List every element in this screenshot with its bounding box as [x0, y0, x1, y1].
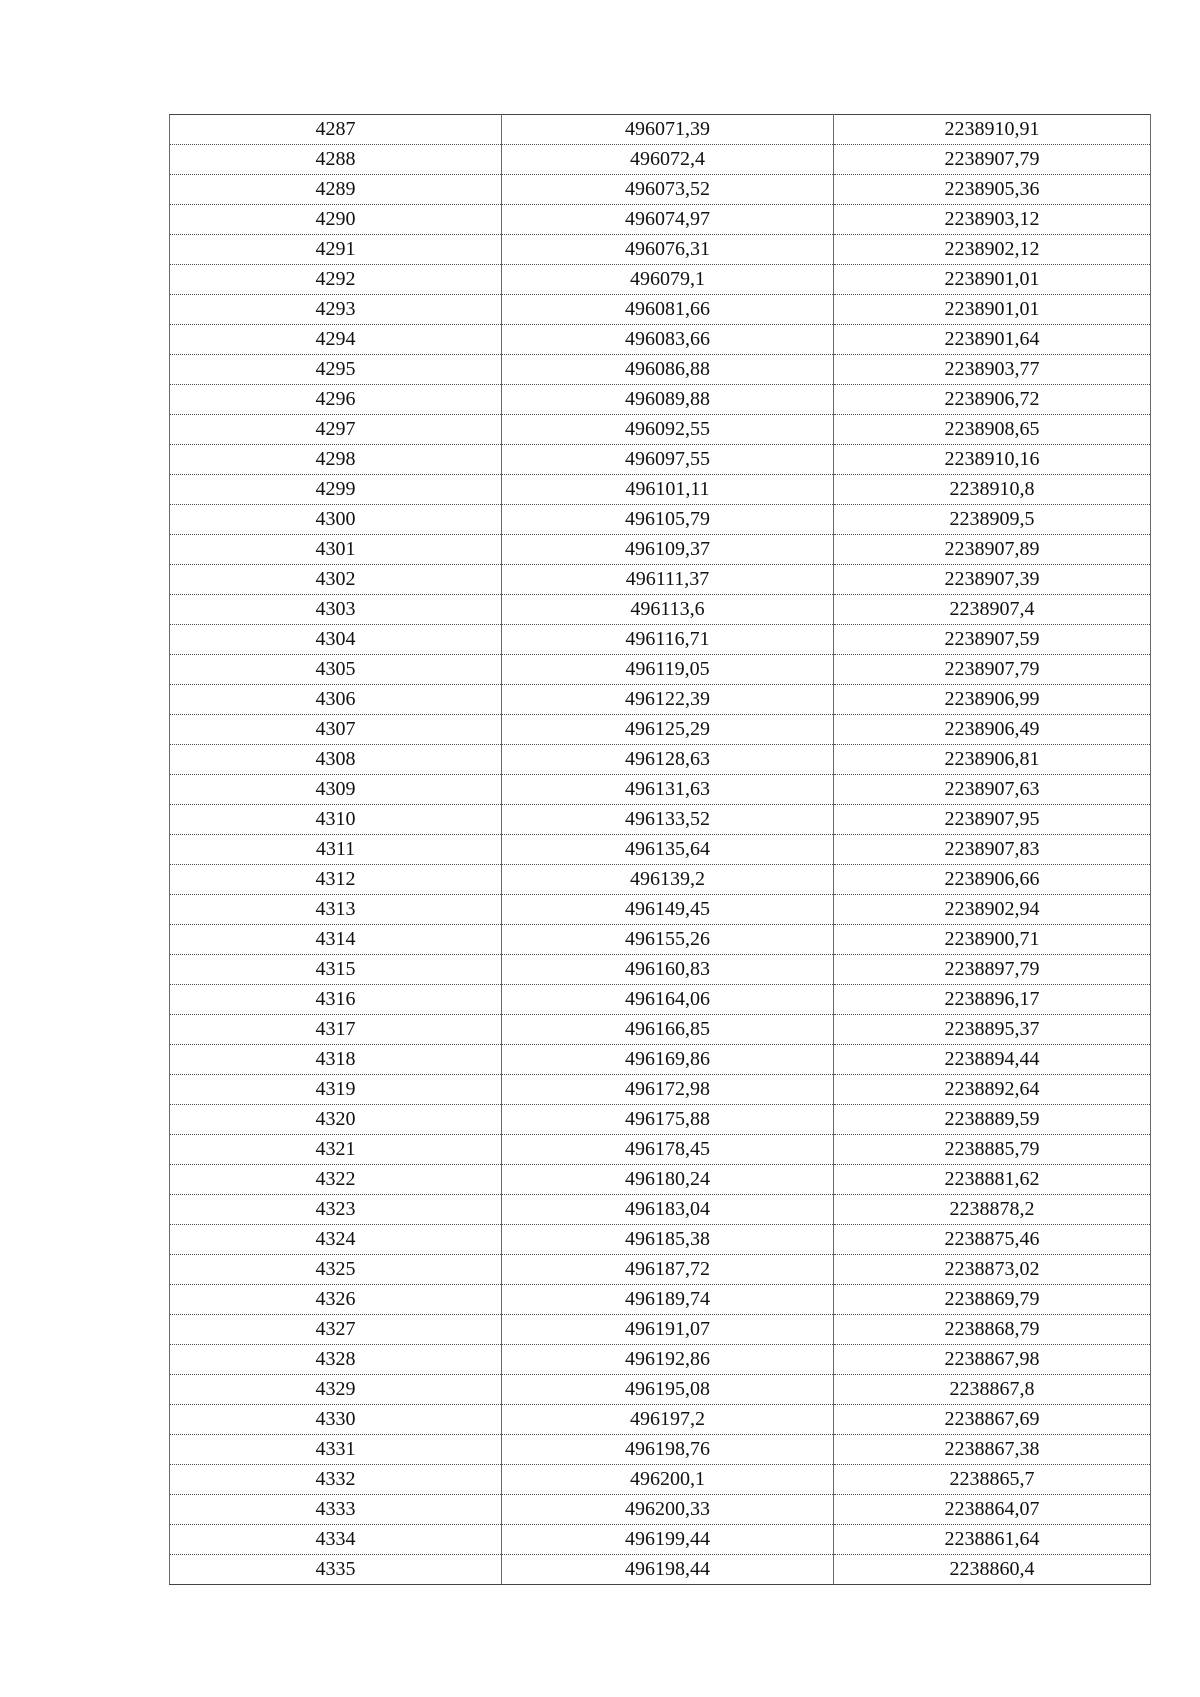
x-coordinate-cell: 496076,31 — [502, 235, 834, 265]
table-row — [170, 775, 1151, 805]
y-coordinate-cell: 2238906,66 — [834, 865, 1151, 895]
y-coordinate-cell: 2238907,79 — [834, 655, 1151, 685]
x-coordinate-cell: 496187,72 — [502, 1255, 834, 1285]
y-coordinate-cell: 2238868,79 — [834, 1315, 1151, 1345]
point-number-cell: 4335 — [170, 1555, 502, 1585]
x-coordinate-cell: 496133,52 — [502, 805, 834, 835]
x-coordinate-cell: 496189,74 — [502, 1285, 834, 1315]
y-coordinate-cell: 2238869,79 — [834, 1285, 1151, 1315]
point-number-cell: 4294 — [170, 325, 502, 355]
x-coordinate-cell: 496071,39 — [502, 115, 834, 145]
x-coordinate-cell: 496097,55 — [502, 445, 834, 475]
table-row — [170, 1315, 1151, 1345]
point-number-cell: 4314 — [170, 925, 502, 955]
y-coordinate-cell: 2238867,38 — [834, 1435, 1151, 1465]
y-coordinate-cell: 2238867,8 — [834, 1375, 1151, 1405]
point-number-cell: 4312 — [170, 865, 502, 895]
y-coordinate-cell: 2238864,07 — [834, 1495, 1151, 1525]
table-row — [170, 415, 1151, 445]
x-coordinate-cell: 496169,86 — [502, 1045, 834, 1075]
point-number-cell: 4311 — [170, 835, 502, 865]
x-coordinate-cell: 496164,06 — [502, 985, 834, 1015]
coordinates-table-body — [170, 115, 1151, 1585]
x-coordinate-cell: 496073,52 — [502, 175, 834, 205]
point-number-cell: 4313 — [170, 895, 502, 925]
x-coordinate-cell: 496191,07 — [502, 1315, 834, 1345]
point-number-cell: 4324 — [170, 1225, 502, 1255]
y-coordinate-cell: 2238896,17 — [834, 985, 1151, 1015]
x-coordinate-cell: 496149,45 — [502, 895, 834, 925]
point-number-cell: 4316 — [170, 985, 502, 1015]
table-row — [170, 985, 1151, 1015]
table-row — [170, 1375, 1151, 1405]
y-coordinate-cell: 2238910,91 — [834, 115, 1151, 145]
point-number-cell: 4319 — [170, 1075, 502, 1105]
x-coordinate-cell: 496200,1 — [502, 1465, 834, 1495]
x-coordinate-cell: 496200,33 — [502, 1495, 834, 1525]
y-coordinate-cell: 2238867,69 — [834, 1405, 1151, 1435]
point-number-cell: 4291 — [170, 235, 502, 265]
y-coordinate-cell: 2238875,46 — [834, 1225, 1151, 1255]
table-row — [170, 835, 1151, 865]
point-number-cell: 4320 — [170, 1105, 502, 1135]
y-coordinate-cell: 2238907,83 — [834, 835, 1151, 865]
x-coordinate-cell: 496111,37 — [502, 565, 834, 595]
point-number-cell: 4309 — [170, 775, 502, 805]
y-coordinate-cell: 2238906,81 — [834, 745, 1151, 775]
point-number-cell: 4307 — [170, 715, 502, 745]
x-coordinate-cell: 496119,05 — [502, 655, 834, 685]
table-row — [170, 595, 1151, 625]
y-coordinate-cell: 2238860,4 — [834, 1555, 1151, 1585]
table-row — [170, 115, 1151, 145]
point-number-cell: 4327 — [170, 1315, 502, 1345]
coordinates-table — [169, 114, 1151, 1585]
y-coordinate-cell: 2238910,16 — [834, 445, 1151, 475]
point-number-cell: 4323 — [170, 1195, 502, 1225]
point-number-cell: 4328 — [170, 1345, 502, 1375]
table-row — [170, 1105, 1151, 1135]
y-coordinate-cell: 2238867,98 — [834, 1345, 1151, 1375]
table-row — [170, 1435, 1151, 1465]
y-coordinate-cell: 2238908,65 — [834, 415, 1151, 445]
table-row — [170, 1015, 1151, 1045]
x-coordinate-cell: 496198,44 — [502, 1555, 834, 1585]
y-coordinate-cell: 2238907,79 — [834, 145, 1151, 175]
y-coordinate-cell: 2238907,89 — [834, 535, 1151, 565]
point-number-cell: 4289 — [170, 175, 502, 205]
table-row — [170, 715, 1151, 745]
x-coordinate-cell: 496072,4 — [502, 145, 834, 175]
table-row — [170, 265, 1151, 295]
x-coordinate-cell: 496155,26 — [502, 925, 834, 955]
x-coordinate-cell: 496135,64 — [502, 835, 834, 865]
y-coordinate-cell: 2238881,62 — [834, 1165, 1151, 1195]
x-coordinate-cell: 496175,88 — [502, 1105, 834, 1135]
point-number-cell: 4298 — [170, 445, 502, 475]
y-coordinate-cell: 2238907,39 — [834, 565, 1151, 595]
x-coordinate-cell: 496125,29 — [502, 715, 834, 745]
table-row — [170, 295, 1151, 325]
x-coordinate-cell: 496198,76 — [502, 1435, 834, 1465]
table-row — [170, 1135, 1151, 1165]
y-coordinate-cell: 2238907,4 — [834, 595, 1151, 625]
y-coordinate-cell: 2238894,44 — [834, 1045, 1151, 1075]
x-coordinate-cell: 496128,63 — [502, 745, 834, 775]
table-row — [170, 925, 1151, 955]
table-row — [170, 955, 1151, 985]
y-coordinate-cell: 2238897,79 — [834, 955, 1151, 985]
x-coordinate-cell: 496074,97 — [502, 205, 834, 235]
y-coordinate-cell: 2238906,49 — [834, 715, 1151, 745]
x-coordinate-cell: 496178,45 — [502, 1135, 834, 1165]
table-row — [170, 325, 1151, 355]
point-number-cell: 4296 — [170, 385, 502, 415]
y-coordinate-cell: 2238901,01 — [834, 265, 1151, 295]
table-row — [170, 445, 1151, 475]
table-row — [170, 805, 1151, 835]
point-number-cell: 4287 — [170, 115, 502, 145]
x-coordinate-cell: 496172,98 — [502, 1075, 834, 1105]
table-row — [170, 865, 1151, 895]
y-coordinate-cell: 2238865,7 — [834, 1465, 1151, 1495]
y-coordinate-cell: 2238902,94 — [834, 895, 1151, 925]
point-number-cell: 4305 — [170, 655, 502, 685]
table-row — [170, 355, 1151, 385]
table-row — [170, 1465, 1151, 1495]
table-row — [170, 1495, 1151, 1525]
point-number-cell: 4300 — [170, 505, 502, 535]
table-row — [170, 385, 1151, 415]
x-coordinate-cell: 496086,88 — [502, 355, 834, 385]
x-coordinate-cell: 496089,88 — [502, 385, 834, 415]
table-row — [170, 655, 1151, 685]
table-row — [170, 1555, 1151, 1585]
y-coordinate-cell: 2238861,64 — [834, 1525, 1151, 1555]
point-number-cell: 4322 — [170, 1165, 502, 1195]
point-number-cell: 4304 — [170, 625, 502, 655]
point-number-cell: 4290 — [170, 205, 502, 235]
table-row — [170, 1195, 1151, 1225]
table-row — [170, 1255, 1151, 1285]
y-coordinate-cell: 2238903,77 — [834, 355, 1151, 385]
point-number-cell: 4292 — [170, 265, 502, 295]
y-coordinate-cell: 2238900,71 — [834, 925, 1151, 955]
table-row — [170, 535, 1151, 565]
y-coordinate-cell: 2238910,8 — [834, 475, 1151, 505]
x-coordinate-cell: 496116,71 — [502, 625, 834, 655]
table-row — [170, 1075, 1151, 1105]
point-number-cell: 4297 — [170, 415, 502, 445]
point-number-cell: 4329 — [170, 1375, 502, 1405]
table-row — [170, 145, 1151, 175]
x-coordinate-cell: 496180,24 — [502, 1165, 834, 1195]
x-coordinate-cell: 496101,11 — [502, 475, 834, 505]
point-number-cell: 4317 — [170, 1015, 502, 1045]
point-number-cell: 4325 — [170, 1255, 502, 1285]
point-number-cell: 4332 — [170, 1465, 502, 1495]
table-row — [170, 1405, 1151, 1435]
y-coordinate-cell: 2238907,59 — [834, 625, 1151, 655]
x-coordinate-cell: 496160,83 — [502, 955, 834, 985]
table-row — [170, 745, 1151, 775]
point-number-cell: 4308 — [170, 745, 502, 775]
point-number-cell: 4306 — [170, 685, 502, 715]
y-coordinate-cell: 2238901,01 — [834, 295, 1151, 325]
point-number-cell: 4315 — [170, 955, 502, 985]
point-number-cell: 4326 — [170, 1285, 502, 1315]
y-coordinate-cell: 2238873,02 — [834, 1255, 1151, 1285]
x-coordinate-cell: 496195,08 — [502, 1375, 834, 1405]
table-row — [170, 1285, 1151, 1315]
x-coordinate-cell: 496197,2 — [502, 1405, 834, 1435]
x-coordinate-cell: 496139,2 — [502, 865, 834, 895]
table-row — [170, 505, 1151, 535]
y-coordinate-cell: 2238906,99 — [834, 685, 1151, 715]
x-coordinate-cell: 496081,66 — [502, 295, 834, 325]
point-number-cell: 4318 — [170, 1045, 502, 1075]
point-number-cell: 4295 — [170, 355, 502, 385]
table-row — [170, 685, 1151, 715]
point-number-cell: 4333 — [170, 1495, 502, 1525]
x-coordinate-cell: 496183,04 — [502, 1195, 834, 1225]
table-row — [170, 565, 1151, 595]
point-number-cell: 4331 — [170, 1435, 502, 1465]
table-row — [170, 1045, 1151, 1075]
table-row — [170, 475, 1151, 505]
table-row — [170, 895, 1151, 925]
point-number-cell: 4321 — [170, 1135, 502, 1165]
point-number-cell: 4303 — [170, 595, 502, 625]
y-coordinate-cell: 2238907,95 — [834, 805, 1151, 835]
y-coordinate-cell: 2238901,64 — [834, 325, 1151, 355]
table-row — [170, 175, 1151, 205]
x-coordinate-cell: 496185,38 — [502, 1225, 834, 1255]
table-row — [170, 1165, 1151, 1195]
y-coordinate-cell: 2238905,36 — [834, 175, 1151, 205]
x-coordinate-cell: 496113,6 — [502, 595, 834, 625]
x-coordinate-cell: 496083,66 — [502, 325, 834, 355]
table-row — [170, 235, 1151, 265]
table-row — [170, 1525, 1151, 1555]
table-row — [170, 1345, 1151, 1375]
table-row — [170, 205, 1151, 235]
table-row — [170, 1225, 1151, 1255]
x-coordinate-cell: 496079,1 — [502, 265, 834, 295]
x-coordinate-cell: 496131,63 — [502, 775, 834, 805]
x-coordinate-cell: 496109,37 — [502, 535, 834, 565]
y-coordinate-cell: 2238909,5 — [834, 505, 1151, 535]
x-coordinate-cell: 496092,55 — [502, 415, 834, 445]
x-coordinate-cell: 496166,85 — [502, 1015, 834, 1045]
point-number-cell: 4301 — [170, 535, 502, 565]
point-number-cell: 4299 — [170, 475, 502, 505]
x-coordinate-cell: 496122,39 — [502, 685, 834, 715]
point-number-cell: 4310 — [170, 805, 502, 835]
y-coordinate-cell: 2238885,79 — [834, 1135, 1151, 1165]
y-coordinate-cell: 2238889,59 — [834, 1105, 1151, 1135]
x-coordinate-cell: 496199,44 — [502, 1525, 834, 1555]
y-coordinate-cell: 2238895,37 — [834, 1015, 1151, 1045]
y-coordinate-cell: 2238878,2 — [834, 1195, 1151, 1225]
y-coordinate-cell: 2238892,64 — [834, 1075, 1151, 1105]
y-coordinate-cell: 2238902,12 — [834, 235, 1151, 265]
point-number-cell: 4330 — [170, 1405, 502, 1435]
point-number-cell: 4334 — [170, 1525, 502, 1555]
y-coordinate-cell: 2238906,72 — [834, 385, 1151, 415]
x-coordinate-cell: 496105,79 — [502, 505, 834, 535]
y-coordinate-cell: 2238903,12 — [834, 205, 1151, 235]
table-row — [170, 625, 1151, 655]
x-coordinate-cell: 496192,86 — [502, 1345, 834, 1375]
point-number-cell: 4288 — [170, 145, 502, 175]
y-coordinate-cell: 2238907,63 — [834, 775, 1151, 805]
point-number-cell: 4293 — [170, 295, 502, 325]
point-number-cell: 4302 — [170, 565, 502, 595]
